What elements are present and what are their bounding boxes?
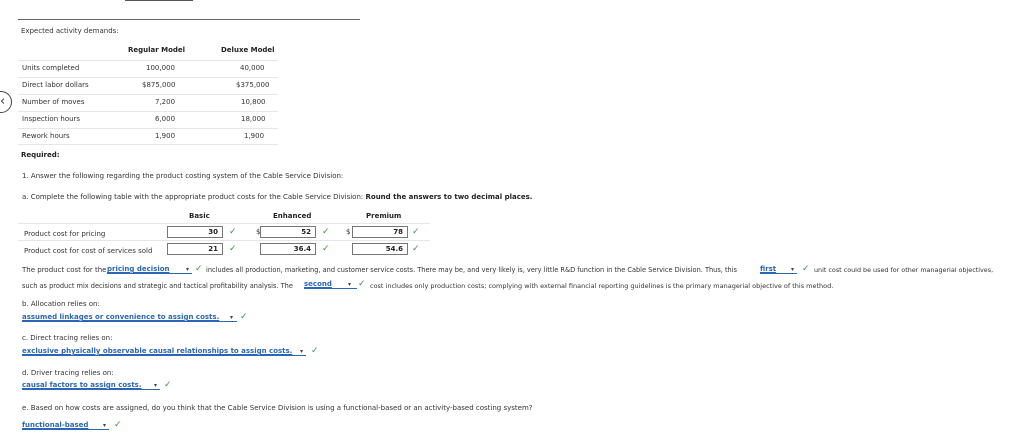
costing-system-select[interactable]: functional-based — [22, 421, 89, 429]
intro-text: Expected activity demands: — [21, 27, 119, 35]
question-a-bold: Round the answers to two decimal places. — [365, 193, 533, 201]
check-icon: ✓ — [240, 312, 248, 322]
cost-row-label-pricing: Product cost for pricing — [24, 230, 106, 238]
row-moves-regular: 7,200 — [155, 98, 176, 106]
question-d: d. Driver tracing relies on: — [22, 369, 114, 377]
question-1: 1. Answer the following regarding the product costing system of the Cable Service Division: — [22, 172, 344, 180]
check-icon: ✓ — [195, 264, 203, 274]
row-inspection-regular: 6,000 — [155, 115, 176, 123]
chevron-down-icon[interactable]: ▾ — [154, 382, 158, 389]
row-label-units: Units completed — [22, 64, 80, 72]
allocation-select[interactable]: assumed linkages or convenience to assign costs. — [22, 313, 220, 321]
check-icon: ✓ — [311, 346, 319, 356]
para1-mid: includes all production, marketing, and customer service costs. There may be, and very likely is, very little R&D function in the Cable Service Division. Thus, this — [206, 266, 737, 274]
enhanced-pricing-input[interactable]: 52 — [260, 226, 316, 238]
first-select[interactable]: first — [760, 265, 777, 273]
driver-tracing-select[interactable]: causal factors to assign costs. — [22, 381, 142, 389]
check-icon: ✓ — [322, 227, 330, 237]
row-labor-regular: $875,000 — [142, 81, 176, 89]
para1-prefix: The product cost for the — [22, 266, 107, 274]
basic-pricing-input[interactable]: 30 — [167, 226, 223, 238]
premium-pricing-input[interactable]: 78 — [352, 226, 408, 238]
header-premium: Premium — [366, 212, 402, 220]
chevron-down-icon[interactable]: ▾ — [186, 266, 190, 273]
pricing-decision-select[interactable]: pricing decision — [107, 265, 170, 273]
chevron-down-icon[interactable]: ▾ — [103, 422, 107, 429]
row-label-moves: Number of moves — [22, 98, 85, 106]
question-a-text: a. Complete the following table with the appropriate product costs for the Cable Service Division: — [22, 193, 364, 201]
question-b: b. Allocation relies on: — [22, 300, 100, 308]
direct-tracing-select[interactable]: exclusive physically observable causal relationships to assign costs. — [22, 347, 293, 355]
header-enhanced: Enhanced — [273, 212, 312, 220]
para1-line2-end: cost includes only production costs; complying with external financial reporting guidelines is the primary managerial objective of this method. — [370, 282, 834, 290]
question-c: c. Direct tracing relies on: — [22, 334, 113, 342]
question-a — [22, 193, 532, 201]
enhanced-cogs-input[interactable]: 36.4 — [260, 243, 316, 255]
check-icon: ✓ — [229, 227, 237, 237]
premium-cogs-input[interactable]: 54.6 — [352, 243, 408, 255]
row-moves-deluxe: 10,800 — [241, 98, 266, 106]
row-units-deluxe: 40,000 — [240, 64, 265, 72]
back-button[interactable] — [0, 91, 12, 113]
check-icon: ✓ — [164, 380, 172, 390]
header-regular: Regular Model — [128, 46, 186, 54]
cost-row-label-cogs: Product cost for cost of services sold — [24, 247, 153, 255]
top-divider — [125, 0, 193, 1]
row-labor-deluxe: $375,000 — [236, 81, 270, 89]
row-inspection-deluxe: 18,000 — [241, 115, 266, 123]
section-divider — [18, 19, 360, 20]
row-rework-deluxe: 1,900 — [244, 132, 265, 140]
chevron-left-icon: ‹ — [0, 94, 6, 109]
row-units-regular: 100,000 — [146, 64, 175, 72]
row-label-rework: Rework hours — [22, 132, 70, 140]
check-icon: ✓ — [114, 420, 122, 430]
chevron-down-icon[interactable]: ▾ — [300, 348, 304, 355]
check-icon: ✓ — [358, 279, 366, 289]
header-basic: Basic — [189, 212, 210, 220]
header-deluxe: Deluxe Model — [221, 46, 275, 54]
currency-symbol: $ — [256, 228, 261, 236]
required-heading: Required: — [21, 151, 60, 159]
check-icon: ✓ — [412, 244, 420, 254]
check-icon: ✓ — [412, 227, 420, 237]
chevron-down-icon[interactable]: ▾ — [791, 266, 795, 273]
para1-line2-prefix: such as product mix decisions and strategic and tactical profitability analysis. The — [22, 282, 293, 290]
check-icon: ✓ — [229, 244, 237, 254]
row-rework-regular: 1,900 — [155, 132, 176, 140]
second-select[interactable]: second — [304, 280, 332, 288]
row-label-inspection: Inspection hours — [22, 115, 81, 123]
chevron-down-icon[interactable]: ▾ — [230, 314, 234, 321]
check-icon: ✓ — [322, 244, 330, 254]
currency-symbol: $ — [346, 228, 351, 236]
para1-end: unit cost could be used for other managerial objectives, — [814, 266, 994, 274]
basic-cogs-input[interactable]: 21 — [167, 243, 223, 255]
check-icon: ✓ — [802, 264, 810, 274]
chevron-down-icon[interactable]: ▾ — [348, 281, 352, 288]
question-e: e. Based on how costs are assigned, do you think that the Cable Service Division is using a functional-based or an activity-based costing system? — [22, 404, 533, 412]
row-label-labor: Direct labor dollars — [22, 81, 89, 89]
